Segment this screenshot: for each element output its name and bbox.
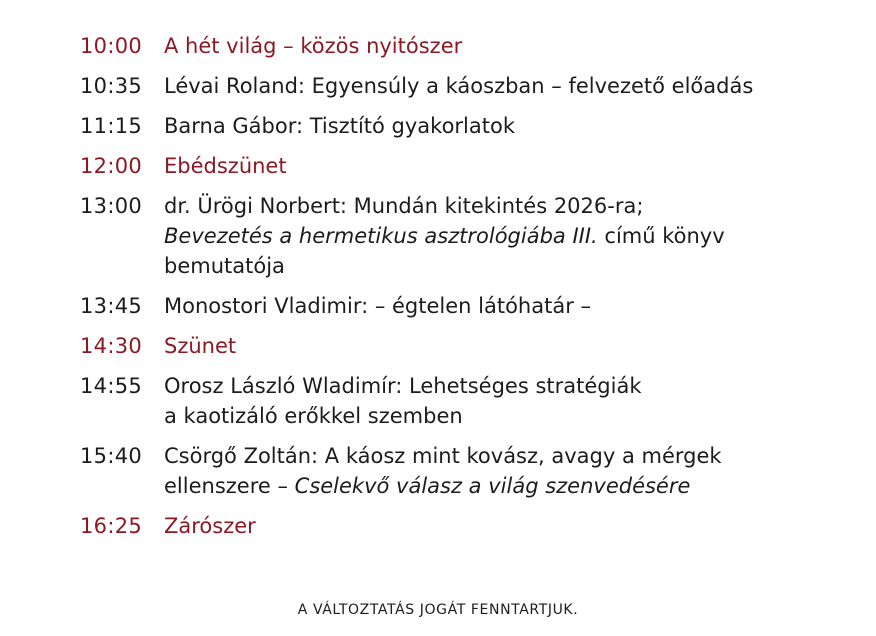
event-title: Szünet: [164, 334, 237, 358]
event-title: Lévai Roland: Egyensúly a káoszban – felvezető előadás: [164, 74, 754, 98]
lecture-subtitle: Cselekvő válasz a világ szenvedésére: [294, 474, 691, 498]
time-label: 10:35: [80, 74, 143, 98]
schedule-row: [80, 191, 860, 281]
event-title: [164, 191, 860, 281]
event-title-line: [164, 471, 860, 501]
time-label: 14:55: [80, 374, 143, 398]
time-label: 13:00: [80, 194, 143, 218]
event-title: [164, 441, 860, 501]
schedule-row: [80, 331, 860, 361]
event-title-line: a kaotizáló erőkkel szemben: [164, 404, 463, 428]
schedule-row: [80, 31, 860, 61]
schedule-row: [80, 151, 860, 181]
time-label: 15:40: [80, 444, 143, 468]
time-label: 14:30: [80, 334, 143, 358]
book-title: Bevezetés a hermetikus asztrológiába III.: [164, 224, 598, 248]
schedule-row: [80, 511, 860, 541]
event-title-fragment: című könyv: [597, 224, 725, 248]
event-title: Ebédszünet: [164, 154, 287, 178]
event-title: Zárószer: [164, 514, 256, 538]
schedule-row: [80, 441, 860, 501]
event-title-line: dr. Ürögi Norbert: Mundán kitekintés 2026-ra;: [164, 194, 644, 218]
program-schedule: [80, 31, 860, 551]
event-title-line: [164, 221, 860, 251]
time-label: 10:00: [80, 34, 143, 58]
event-title-line: Csörgő Zoltán: A káosz mint kovász, avagy a mérgek: [164, 444, 722, 468]
event-title: Monostori Vladimir: – égtelen látóhatár –: [164, 294, 592, 318]
event-title-line: Orosz László Wladimír: Lehetséges stratégiák: [164, 374, 642, 398]
time-label: 11:15: [80, 114, 143, 138]
schedule-row: [80, 371, 860, 431]
event-title: Barna Gábor: Tisztító gyakorlatok: [164, 114, 516, 138]
event-title-line: bemutatója: [164, 254, 285, 278]
event-title: A hét világ – közös nyitószer: [164, 34, 463, 58]
schedule-row: [80, 71, 860, 101]
time-label: 12:00: [80, 154, 143, 178]
schedule-row: [80, 111, 860, 141]
event-title: [164, 371, 860, 431]
time-label: 16:25: [80, 514, 143, 538]
schedule-row: [80, 291, 860, 321]
time-label: 13:45: [80, 294, 143, 318]
footer-note: A VÁLTOZTATÁS JOGÁT FENNTARTJUK.: [297, 602, 579, 618]
event-title-fragment: ellenszere –: [164, 474, 295, 498]
